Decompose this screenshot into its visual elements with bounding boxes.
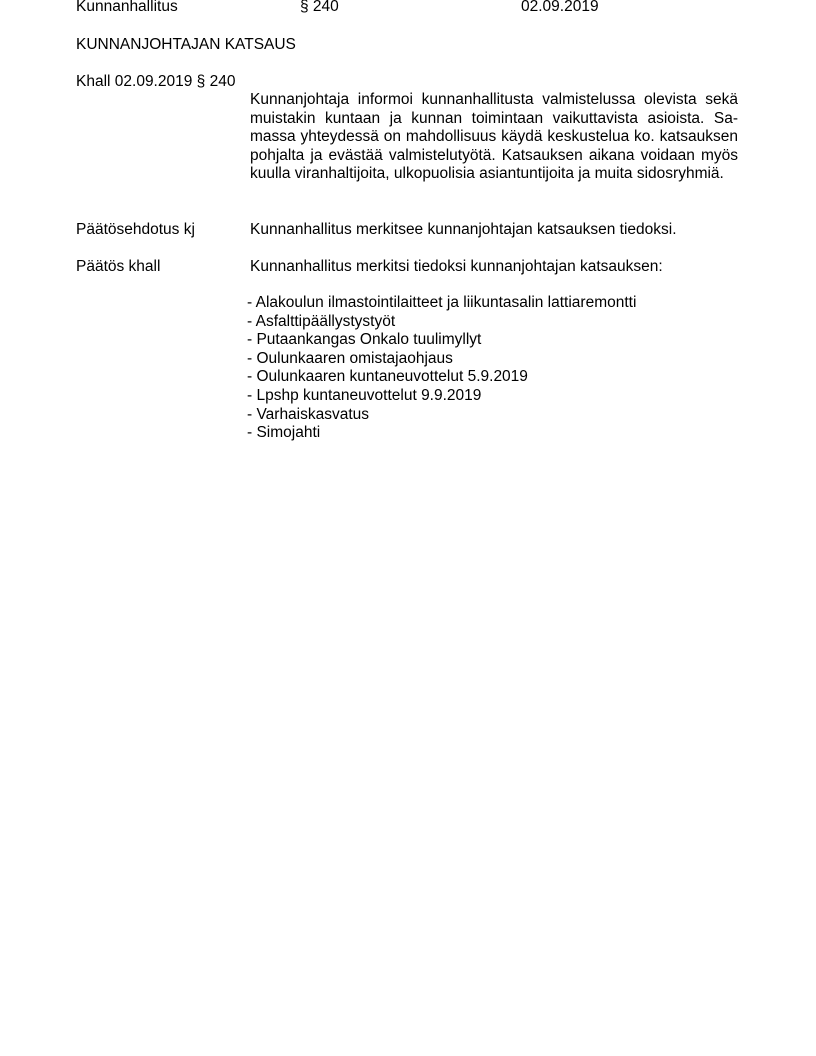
intro-paragraph: Kunnanjohtaja informoi kunnanhallitusta valmistelussa olevista sekä muistakin kuntaan ja kunnan toimintaan vaikuttavista asioista. Samassa yhteydessä on mahdollisuus käydä keskustelua ko. katsauksen pohjalta ja evästää valmistelutyötä. Katsauksen aikana voidaan myös kuulla viranhaltijoita, ulkopuolisia asiantuntijoita ja muita sidosryhmiä. — [250, 91, 738, 182]
meeting-reference: Khall 02.09.2019 § 240 — [76, 73, 236, 90]
decision-label: Päätös khall — [76, 258, 161, 275]
proposal-text: Kunnanhallitus merkitsee kunnanjohtajan katsauksen tiedoksi. — [250, 221, 677, 238]
list-item: - Putaankangas Onkalo tuulimyllyt — [247, 331, 482, 349]
list-item: - Alakoulun ilmastointilaitteet ja liikuntasalin lattiaremontti — [247, 294, 637, 311]
list-item: - Oulunkaaren omistajaohjaus — [247, 349, 453, 367]
header-body-name: Kunnanhallitus — [76, 0, 178, 15]
decision-text: Kunnanhallitus merkitsi tiedoksi kunnanjohtajan katsauksen: — [250, 258, 663, 275]
document-title: KUNNANJOHTAJAN KATSAUS — [76, 36, 296, 53]
header-date: 02.09.2019 — [521, 0, 599, 15]
list-item: - Lpshp kuntaneuvottelut 9.9.2019 — [247, 386, 482, 404]
list-item: - Varhaiskasvatus — [247, 405, 370, 423]
list-item: - Simojahti — [247, 424, 321, 442]
header-section-number: § 240 — [300, 0, 339, 15]
proposal-label: Päätösehdotus kj — [76, 221, 195, 238]
list-item: - Asfalttipäällystystyöt — [247, 312, 396, 330]
decision-items-list — [247, 294, 636, 443]
list-item: - Oulunkaaren kuntaneuvottelut 5.9.2019 — [247, 368, 528, 386]
